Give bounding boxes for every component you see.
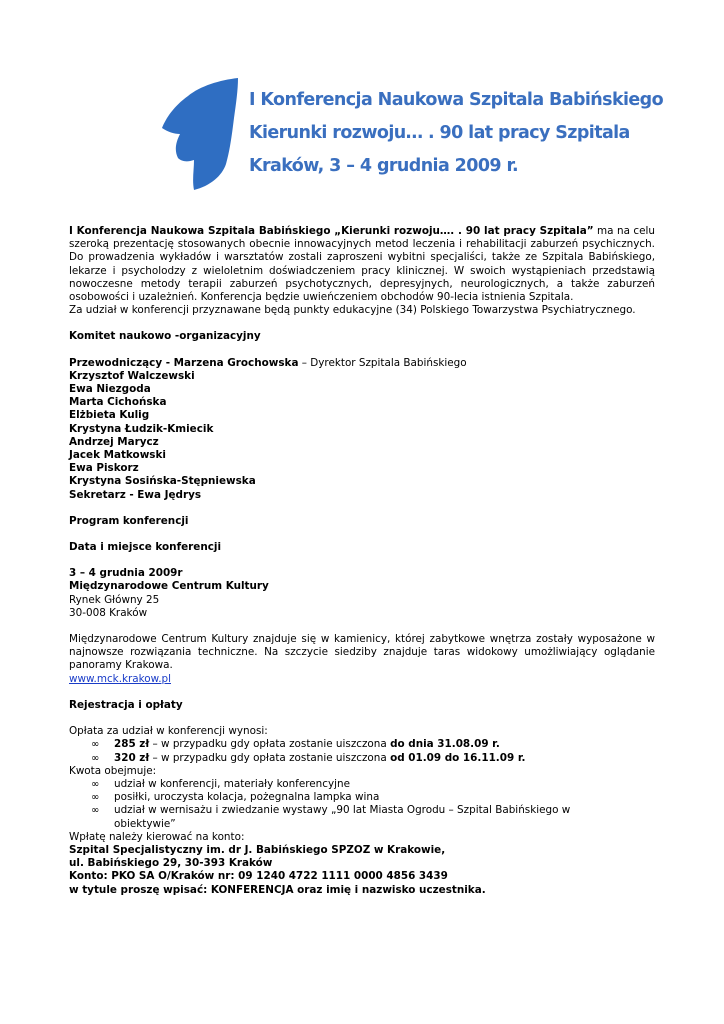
program-heading: Program konferencji <box>69 514 189 527</box>
infinity-bullet-icon: ∞ <box>91 739 100 751</box>
committee-member: Jacek Matkowski <box>69 449 166 462</box>
venue-website-link[interactable]: www.mck.krakow.pl <box>69 672 171 685</box>
chair-role: – Dyrektor Szpitala Babińskiego <box>298 356 467 369</box>
fee-amount: 285 zł <box>114 738 150 751</box>
committee-heading: Komitet naukowo -organizacyjny <box>69 330 261 343</box>
infinity-bullet-icon: ∞ <box>91 752 100 764</box>
committee-member: Elżbieta Kulig <box>69 409 150 422</box>
fee-item <box>69 738 655 751</box>
account-line: w tytule proszę wpisać: KONFERENCJA oraz imię i nazwisko uczestnika. <box>69 883 486 896</box>
venue-description: Międzynarodowe Centrum Kultury znajduje się w kamienicy, której zabytkowe wnętrza zostały wyposażone w najnowsze rozwiązania techniczne. Na szczycie siedziby znajduje taras widokowy umożliwiający oglądanie panoramy Krakowa. <box>69 633 655 672</box>
committee-member: Krzysztof Walczewski <box>69 369 195 382</box>
fee-amount: 320 zł <box>114 751 150 764</box>
account-line: ul. Babińskiego 29, 30-393 Kraków <box>69 857 273 870</box>
committee-member: Marta Cichońska <box>69 396 167 409</box>
points-paragraph: Za udział w konferencji przyznawane będą punkty edukacyjne (34) Polskiego Towarzystwa Psychiatrycznego. <box>69 304 636 317</box>
intro-paragraph <box>69 225 655 304</box>
venue-street: Rynek Główny 25 <box>69 593 160 606</box>
includes-item: ∞ posiłki, uroczysta kolacja, pożegnalna lampka wina <box>91 791 380 804</box>
infinity-bullet-icon: ∞ <box>91 778 100 790</box>
document-body <box>69 225 655 897</box>
chair-name: Przewodniczący - Marzena Grochowska <box>69 356 299 369</box>
committee-chair <box>69 357 655 370</box>
banner-date: Kraków, 3 – 4 grudnia 2009 r. <box>249 156 519 176</box>
venue-date: 3 – 4 grudnia 2009r <box>69 567 183 580</box>
account-line: Szpital Specjalistyczny im. dr J. Babińskiego SPZOZ w Krakowie, <box>69 843 446 856</box>
infinity-bullet-icon: ∞ <box>91 805 100 817</box>
committee-member: Krystyna Łudzik-Kmiecik <box>69 422 214 435</box>
fee-text: – w przypadku gdy opłata zostanie uiszczona <box>149 751 391 764</box>
fee-list <box>69 738 655 764</box>
includes-intro: Kwota obejmuje: <box>69 764 157 777</box>
venue-heading: Data i miejsce konferencji <box>69 541 222 554</box>
fee-text: – w przypadku gdy opłata zostanie uiszczona <box>149 738 391 751</box>
committee-secretary: Sekretarz - Ewa Jędrys <box>69 488 202 501</box>
blue-head-profile-icon <box>160 76 240 192</box>
registration-heading: Rejestracja i opłaty <box>69 698 183 711</box>
conference-banner <box>249 90 663 189</box>
intro-text: ma na celu szeroką prezentację stosowanych obecnie innowacyjnych metod leczenia i rehabilitacji zaburzeń psychicznych. Do prowadzenia wykładów i warsztatów zostali zaproszeni wybitni specjaliści, także ze Szpitala Babińskiego, lekarze i psycholodzy z wieloletnim doświadczeniem pracy klinicznej. W swoich wystąpieniach przedstawią nowoczesne metody terapii zaburzeń psychotycznych, depresyjnych, neurologicznych, a także zaburzeń osobowości i uzależnień. Konferencja będzie uwieńczeniem obchodów 90-lecia istnienia Szpitala. <box>69 225 655 304</box>
account-line: Konto: PKO SA O/Kraków nr: 09 1240 4722 1111 0000 4856 3439 <box>69 870 448 883</box>
committee-member: Ewa Niezgoda <box>69 383 151 396</box>
committee-member: Andrzej Marycz <box>69 435 159 448</box>
fee-intro: Opłata za udział w konferencji wynosi: <box>69 725 268 738</box>
infinity-bullet-icon: ∞ <box>91 792 100 804</box>
includes-list <box>69 778 655 831</box>
fee-deadline: do dnia 31.08.09 r. <box>390 738 500 751</box>
committee-member: Krystyna Sosińska-Stępniewska <box>69 475 256 488</box>
transfer-intro: Wpłatę należy kierować na konto: <box>69 830 245 843</box>
banner-subtitle: Kierunki rozwoju… . 90 lat pracy Szpitala <box>249 123 630 143</box>
includes-item: ∞ udział w wernisażu i zwiedzanie wystawy „90 lat Miasta Ogrodu – Szpital Babińskiego w obiektywie” <box>91 804 571 830</box>
banner-title: I Konferencja Naukowa Szpitala Babińskiego <box>249 90 664 110</box>
venue-city: 30-008 Kraków <box>69 606 148 619</box>
fee-deadline: od 01.09 do 16.11.09 r. <box>390 751 526 764</box>
venue-name: Międzynarodowe Centrum Kultury <box>69 580 269 593</box>
fee-item <box>69 752 655 765</box>
includes-item: ∞ udział w konferencji, materiały konferencyjne <box>91 777 350 790</box>
intro-title: I Konferencja Naukowa Szpitala Babińskiego „Kierunki rozwoju…. . 90 lat pracy Szpitala” <box>69 225 594 237</box>
committee-member: Ewa Piskorz <box>69 462 139 475</box>
